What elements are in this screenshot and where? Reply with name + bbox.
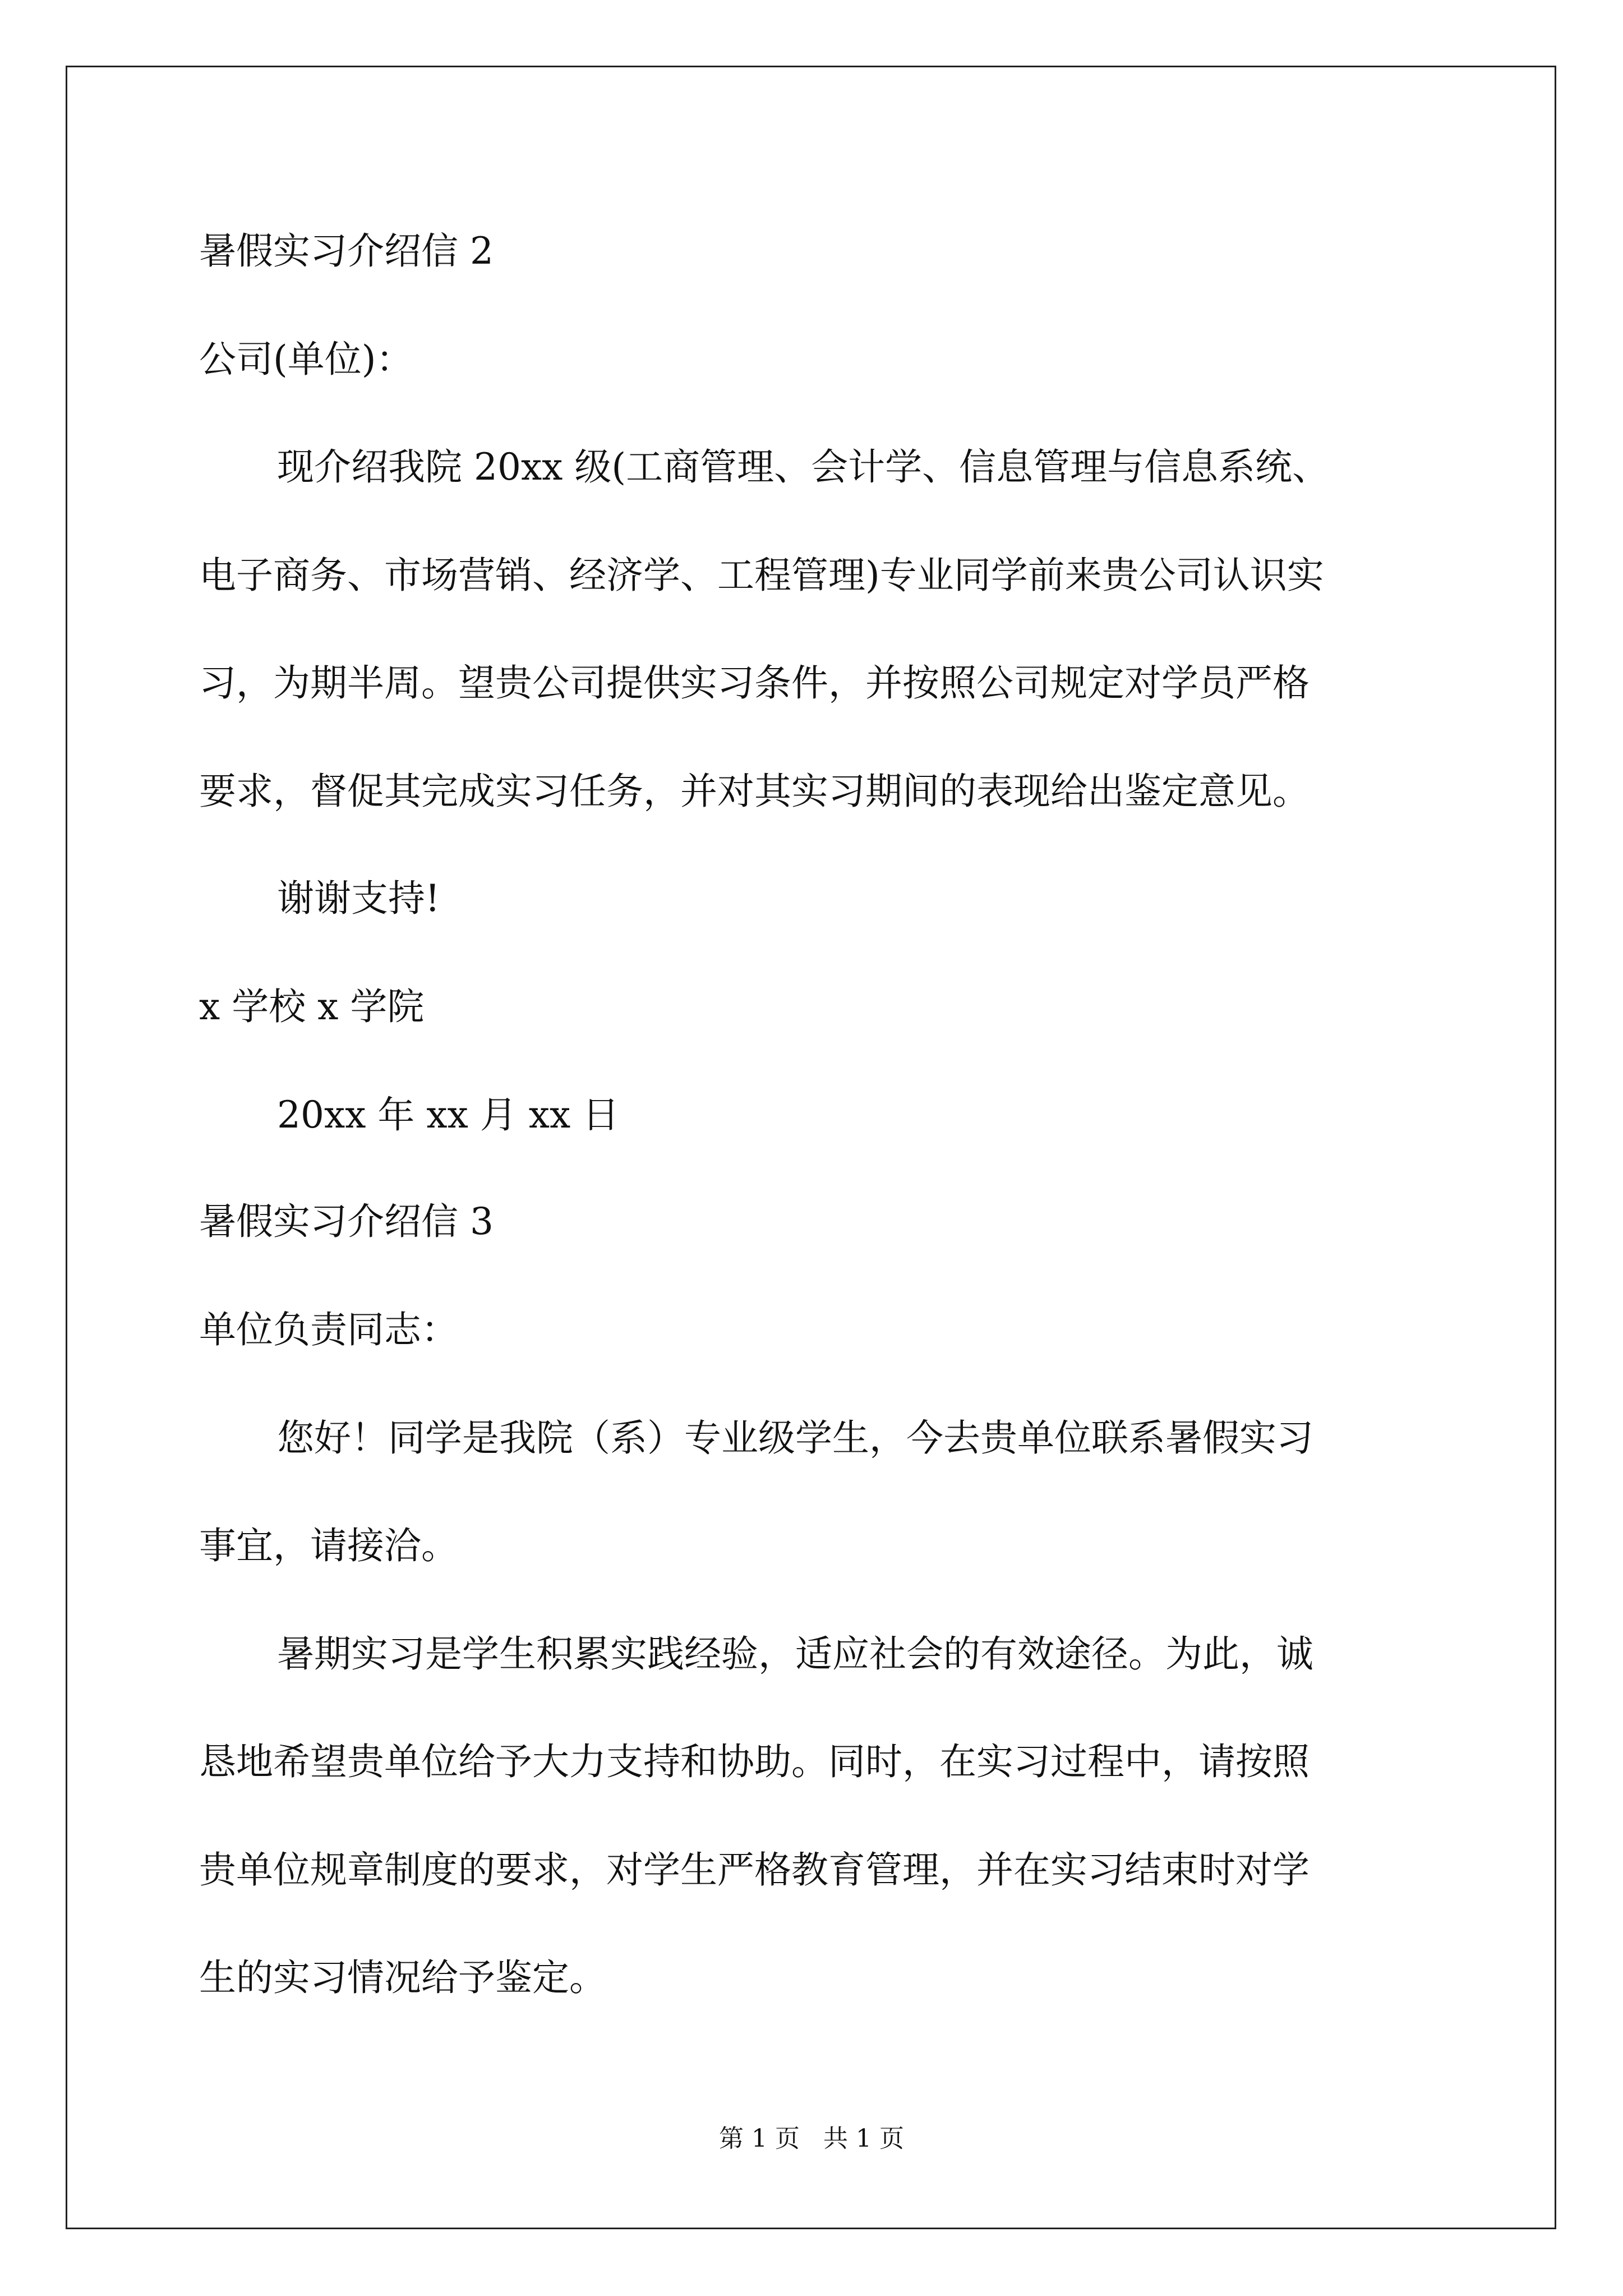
date-line: 20xx 年 xx 月 xx 日 (277, 1093, 620, 1137)
salutation-2: 公司(单位)： (199, 338, 413, 381)
body-line: 电子商务、市场营销、经济学、工程管理)专业同学前来贵公司认识实 (199, 554, 1324, 597)
body-line: 要求，督促其完成实习任务，并对其实习期间的表现给出鉴定意见。 (199, 770, 1310, 813)
body-line: 恳地希望贵单位给予大力支持和协助。同时，在实习过程中，请按照 (199, 1740, 1310, 1783)
body-line: 您好！同学是我院（系）专业级学生，今去贵单位联系暑假实习 (277, 1416, 1313, 1460)
letter-title-3: 暑假实习介绍信 3 (199, 1200, 494, 1243)
page-border (66, 66, 1556, 2229)
body-line: 暑期实习是学生积累实践经验，适应社会的有效途径。为此，诚 (277, 1632, 1313, 1676)
body-line: 贵单位规章制度的要求，对学生严格教育管理，并在实习结束时对学 (199, 1848, 1310, 1892)
page-footer: 第 1 页 共 1 页 (719, 2124, 904, 2153)
body-line: 生的实习情况给予鉴定。 (199, 1956, 606, 1999)
thanks-line: 谢谢支持! (277, 877, 440, 920)
letter-title-2: 暑假实习介绍信 2 (199, 229, 494, 273)
body-line: 现介绍我院 20xx 级(工商管理、会计学、信息管理与信息系统、 (277, 445, 1330, 489)
salutation-3: 单位负责同志： (199, 1308, 458, 1351)
signature-line: x 学校 x 学院 (199, 985, 425, 1028)
body-line: 习，为期半周。望贵公司提供实习条件，并按照公司规定对学员严格 (199, 661, 1310, 705)
body-line: 事宜，请接洽。 (199, 1524, 458, 1567)
